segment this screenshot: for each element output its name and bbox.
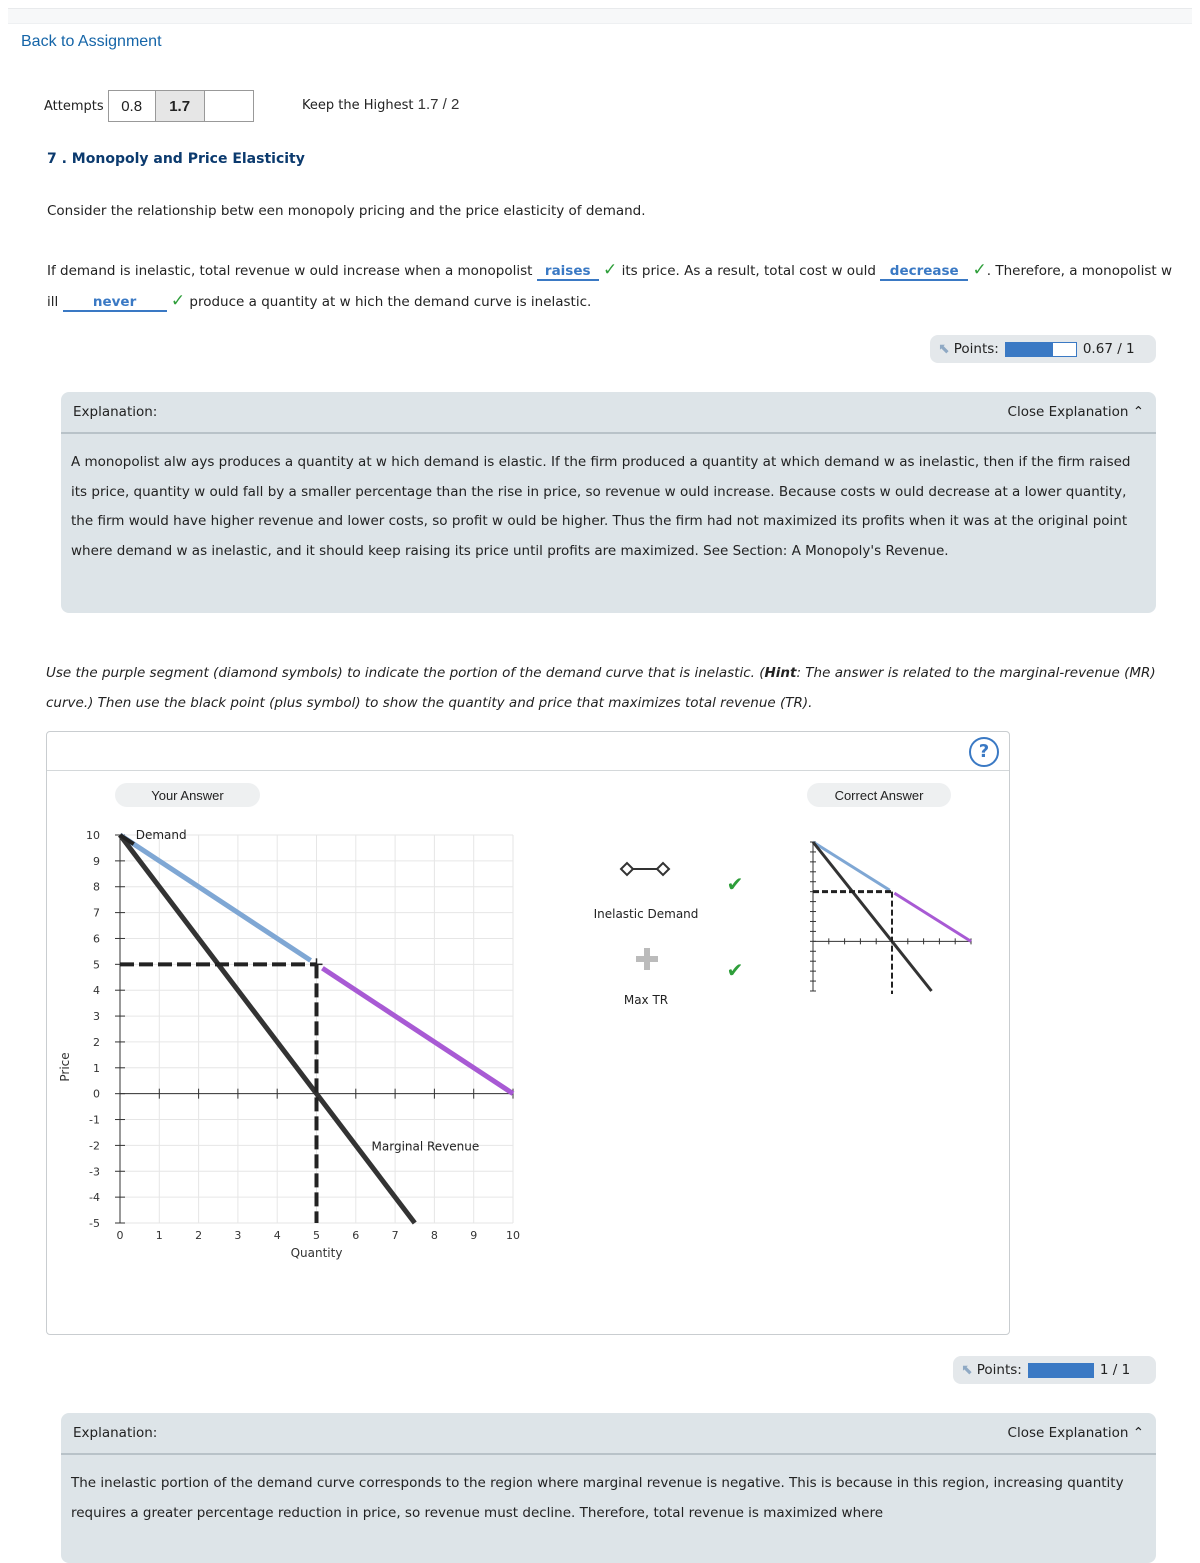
attempts-label: Attempts [44,98,104,114]
answer-blank-3[interactable]: never [63,294,167,312]
sentence-part-4: produce a quantity at w hich the demand curve is inelastic. [189,294,592,310]
keep-highest [302,96,459,113]
max-tr-point[interactable] [311,958,323,970]
explanation-title: Explanation: [73,1425,158,1441]
y-tick-label: 8 [93,880,100,894]
back-to-assignment-link[interactable]: Back to Assignment [21,33,162,50]
check-icon: ✔ [726,958,744,982]
sentence-part-1: If demand is inelastic, total revenue w ould increase when a monopolist [47,263,533,279]
y-tick-label: -3 [89,1165,100,1179]
points-label: Points: [953,341,999,357]
points-badge-1 [930,335,1156,363]
check-icon: ✓ [972,260,987,280]
instruction-text-2: : The answer is related to the marginal-revenue (MR) curve.) Then use the black point (plus symbol) to show the quantity and price that maximizes total revenue (TR). [46,665,1156,711]
x-tick-label: 2 [195,1229,203,1242]
answer-blank-1[interactable]: raises [537,263,599,281]
y-tick-label: 5 [93,958,100,972]
x-tick-label: 6 [352,1229,360,1242]
graph-panel-toolbar [47,732,1009,771]
x-tick-label: 3 [234,1229,242,1242]
x-tick-label: 9 [470,1229,478,1242]
x-tick-label: 4 [273,1229,281,1242]
answer-graph[interactable] [47,772,1009,1334]
points-progress-bar [1005,342,1077,357]
instruction-hint: Hint [764,665,797,681]
question-intro: Consider the relationship betw een monopoly pricing and the price elasticity of demand. [47,203,646,219]
plus-icon [636,956,658,962]
explanation-body: A monopolist alw ays produces a quantity at w hich demand is elastic. If the firm produced a quantity at which demand w as inelastic, then if the firm raised its price, quantity w ould fall by a smaller percentage than the rise in price, so revenue w ould increase. Because costs w ould decrease at a lower quantity, the firm would have higher revenue and lower costs, so profit w ould be higher. Thus the firm had not maximized its profits when it was at the original point where demand w as inelastic, and it should keep raising its price until profits are maximized. See Section: A Monopoly's Revenue. [71,454,1131,559]
inelastic-demand-tool[interactable] [621,863,669,875]
graph-panel [46,731,1010,1335]
arrow-icon: ⬉ [938,341,950,357]
y-tick-label: 1 [93,1061,100,1075]
your-answer-tab[interactable]: Your Answer [115,783,260,807]
marginal-revenue-curve [120,835,415,1223]
x-tick-label: 7 [391,1229,399,1242]
keep-label: Keep the Highest [302,98,414,113]
diamond-icon [621,863,633,875]
sentence-part-3: . Therefore, a monopolist w ill [47,263,1172,310]
points-progress-fill [1029,1364,1093,1377]
points-value: 0.67 / 1 [1082,341,1135,357]
instruction-text-1: Use the purple segment (diamond symbols) to indicate the portion of the demand curve that is inelastic. ( [46,665,765,681]
diamond-icon [657,863,669,875]
close-explanation-label: Close Explanation [1007,404,1129,420]
explanation-header [61,392,1156,434]
y-tick-label: 2 [93,1035,100,1049]
max-tr-tool[interactable] [636,948,658,970]
mr-label: Marginal Revenue [371,1139,480,1154]
attempt-3-score[interactable] [205,90,254,122]
x-tick-label: 5 [313,1229,320,1242]
attempts-bar [44,90,254,122]
close-explanation-button[interactable] [1008,404,1144,420]
max-tr-label: Max TR [623,993,669,1007]
chevron-up-icon: ⌃ [1132,404,1144,420]
y-tick-label: 4 [93,984,100,998]
check-icon: ✓ [170,291,186,311]
y-tick-label: 7 [93,906,100,920]
attempt-1-score[interactable]: 0.8 [108,90,156,122]
x-tick-label: 1 [155,1229,163,1242]
explanation-panel-2 [61,1413,1156,1563]
elastic-demand-segment [120,835,311,960]
points-progress-fill [1006,343,1053,356]
explanation-panel-1 [61,392,1156,613]
sentence-part-2: its price. As a result, total cost w ould [621,263,876,279]
explanation-title: Explanation: [73,404,158,420]
close-explanation-button[interactable] [1008,1425,1144,1441]
y-tick-label: -2 [89,1139,100,1153]
points-badge-2 [953,1356,1156,1384]
question-sentence [47,255,1172,317]
close-explanation-label: Close Explanation [1007,1425,1129,1441]
correct-answer-tab[interactable]: Correct Answer [807,783,951,807]
x-tick-label: 10 [506,1229,520,1242]
mini-inelastic-segment [894,893,971,941]
mini-mr-curve [813,842,932,991]
mini-elastic-segment [813,842,890,890]
y-tick-label: -1 [89,1113,100,1127]
points-progress-bar [1028,1363,1094,1378]
y-tick-label: 10 [86,829,100,842]
y-axis-title: Price [58,1052,72,1082]
graph-instructions [46,658,1171,718]
explanation-header [61,1413,1156,1455]
y-tick-label: -5 [89,1217,100,1230]
points-value: 1 / 1 [1099,1362,1131,1378]
question-title: 7 . Monopoly and Price Elasticity [47,151,305,167]
chevron-up-icon: ⌃ [1132,1425,1144,1441]
x-tick-label: 0 [116,1229,124,1242]
points-label: Points: [976,1362,1022,1378]
inelastic-demand-segment [322,968,513,1093]
help-icon[interactable]: ? [969,737,999,767]
check-icon: ✓ [603,260,618,280]
x-axis-title: Quantity [290,1246,343,1260]
check-icon: ✔ [726,872,744,896]
keep-value: 1.7 / 2 [417,96,460,113]
top-bar [8,8,1192,24]
y-tick-label: 0 [93,1087,100,1101]
x-tick-label: 8 [430,1229,438,1242]
arrow-icon: ⬉ [961,1362,973,1378]
y-tick-label: 6 [93,932,100,946]
explanation-body: The inelastic portion of the demand curve corresponds to the region where marginal revenue is negative. This is because in this region, increasing quantity requires a greater percentage reduction in price, so revenue must decline. Therefore, total revenue is maximized where [71,1475,1124,1521]
y-tick-label: 3 [93,1010,100,1024]
demand-label: Demand [135,828,187,842]
inelastic-demand-label: Inelastic Demand [593,907,699,921]
attempt-2-score[interactable]: 1.7 [156,90,205,122]
answer-blank-2[interactable]: decrease [880,263,968,281]
y-tick-label: -4 [89,1191,100,1205]
y-tick-label: 9 [93,854,100,868]
